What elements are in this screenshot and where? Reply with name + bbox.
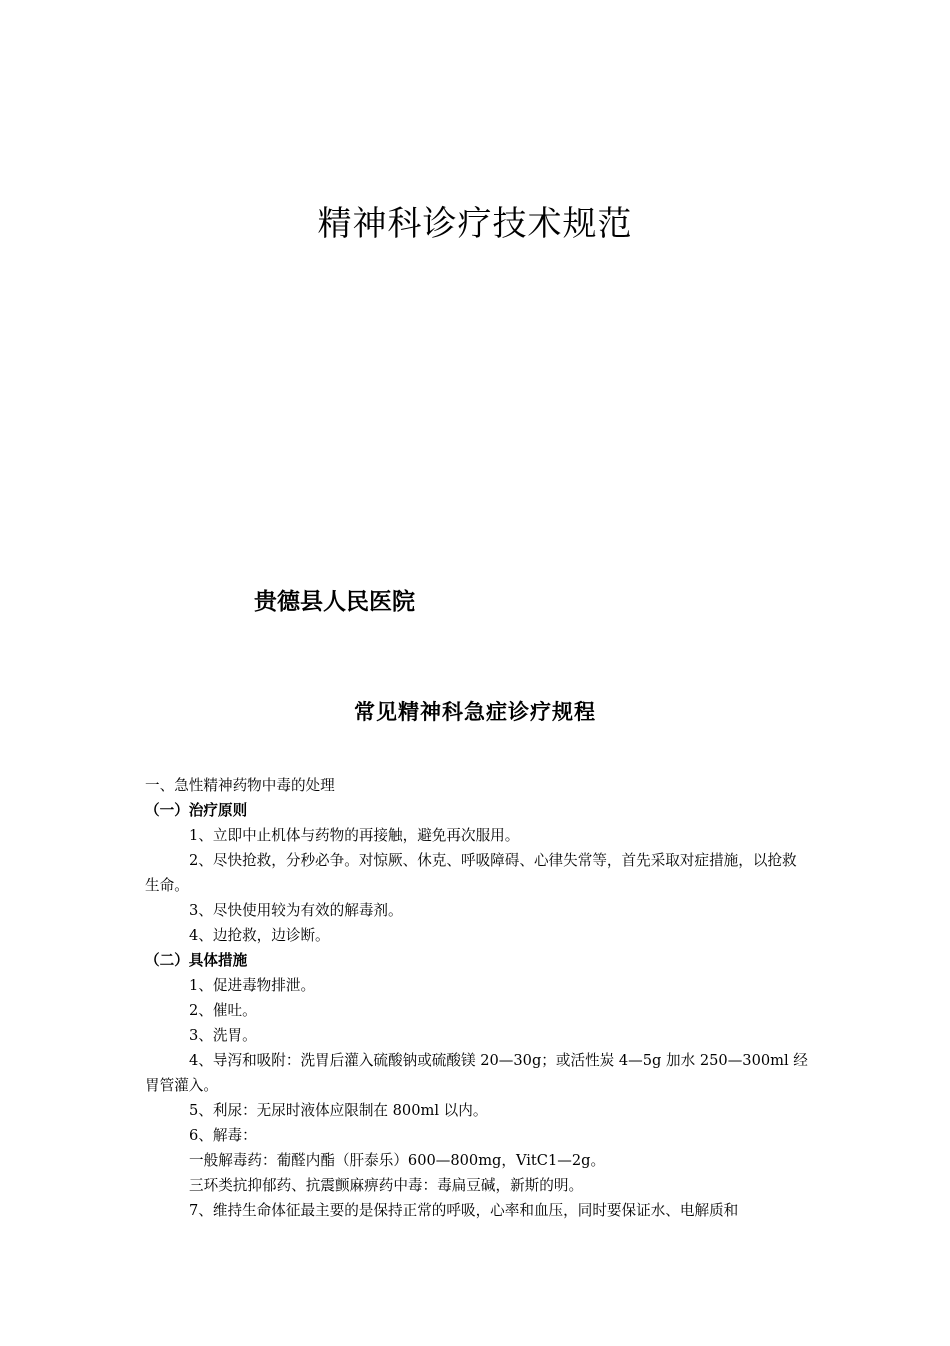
document-title: 精神科诊疗技术规范 xyxy=(317,204,633,244)
measure-item: 5、利尿：无尿时液体应限制在 800ml 以内。 xyxy=(189,1102,488,1119)
principle-item: 4、边抢救，边诊断。 xyxy=(189,927,330,944)
document-body xyxy=(145,773,811,1223)
principle-item: 1、立即中止机体与药物的再接触，避免再次服用。 xyxy=(189,827,520,844)
measure-item: 4、导泻和吸附：洗胃后灌入硫酸钠或硫酸镁 20—30g；或活性炭 4—5g 加水 250—300ml 经胃管灌入。 xyxy=(145,1052,808,1094)
subsection-heading-principles: （一）治疗原则 xyxy=(145,802,248,819)
measure-item: 1、促进毒物排泄。 xyxy=(189,977,316,994)
measure-item: 7、维持生命体征最主要的是保持正常的呼吸，心率和血压，同时要保证水、电解质和 xyxy=(189,1202,739,1219)
principle-item: 2、尽快抢救，分秒必争。对惊厥、休克、呼吸障碍、心律失常等，首先采取对症措施，以抢救生命。 xyxy=(145,852,797,894)
subsection-heading-measures: （二）具体措施 xyxy=(145,952,248,969)
section-title: 常见精神科急症诊疗规程 xyxy=(354,700,596,724)
measure-item: 一般解毒药：葡醛内酯（肝泰乐）600—800mg，VitC1—2g。 xyxy=(189,1152,606,1169)
measure-item: 三环类抗抑郁药、抗震颤麻痹药中毒：毒扁豆碱，新斯的明。 xyxy=(189,1177,584,1194)
hospital-name: 贵德县人民医院 xyxy=(254,589,415,615)
measure-item: 6、解毒： xyxy=(189,1127,257,1144)
measure-item: 2、催吐。 xyxy=(189,1002,257,1019)
measure-item: 3、洗胃。 xyxy=(189,1027,257,1044)
principle-item: 3、尽快使用较为有效的解毒剂。 xyxy=(189,902,403,919)
part-heading: 一、急性精神药物中毒的处理 xyxy=(145,777,335,794)
